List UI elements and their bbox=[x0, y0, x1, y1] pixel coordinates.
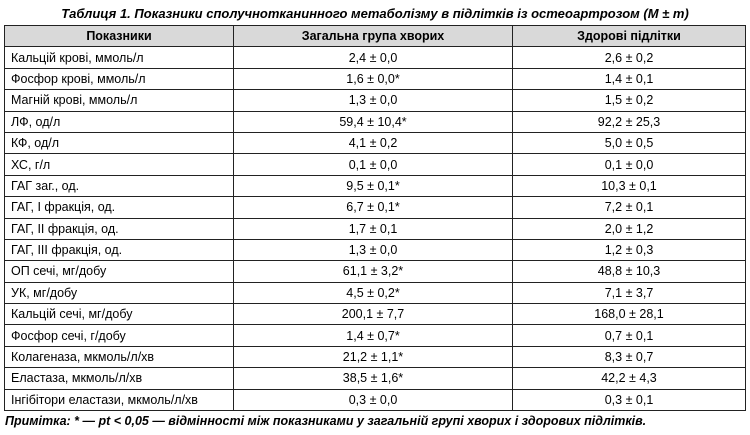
column-header-healthy-group: Здорові підлітки bbox=[513, 26, 746, 47]
table-row bbox=[5, 282, 746, 303]
data-table bbox=[4, 25, 746, 411]
healthy-group-value: 5,0 ± 0,5 bbox=[513, 132, 746, 153]
indicator-name: Кальцій сечі, мг/добу bbox=[5, 304, 234, 325]
patient-group-value: 61,1 ± 3,2* bbox=[234, 261, 513, 282]
indicator-name: Кальцій крові, ммоль/л bbox=[5, 47, 234, 68]
healthy-group-value: 1,4 ± 0,1 bbox=[513, 68, 746, 89]
healthy-group-value: 0,7 ± 0,1 bbox=[513, 325, 746, 346]
table-row bbox=[5, 68, 746, 89]
indicator-name: Еластаза, мкмоль/л/хв bbox=[5, 368, 234, 389]
patient-group-value: 1,7 ± 0,1 bbox=[234, 218, 513, 239]
patient-group-value: 1,3 ± 0,0 bbox=[234, 239, 513, 260]
patient-group-value: 4,1 ± 0,2 bbox=[234, 132, 513, 153]
healthy-group-value: 0,3 ± 0,1 bbox=[513, 389, 746, 410]
indicator-name: Магній крові, ммоль/л bbox=[5, 90, 234, 111]
indicator-name: ЛФ, од/л bbox=[5, 111, 234, 132]
indicator-name: УК, мг/добу bbox=[5, 282, 234, 303]
patient-group-value: 2,4 ± 0,0 bbox=[234, 47, 513, 68]
patient-group-value: 1,4 ± 0,7* bbox=[234, 325, 513, 346]
healthy-group-value: 10,3 ± 0,1 bbox=[513, 175, 746, 196]
patient-group-value: 1,6 ± 0,0* bbox=[234, 68, 513, 89]
patient-group-value: 1,3 ± 0,0 bbox=[234, 90, 513, 111]
indicator-name: Інгібітори еластази, мкмоль/л/хв bbox=[5, 389, 234, 410]
table-row bbox=[5, 346, 746, 367]
table-title: Таблиця 1. Показники сполучнотканинного метаболізму в підлітків із остеоартрозом (M ± m) bbox=[61, 6, 689, 21]
indicator-name: Фосфор крові, ммоль/л bbox=[5, 68, 234, 89]
healthy-group-value: 2,6 ± 0,2 bbox=[513, 47, 746, 68]
patient-group-value: 38,5 ± 1,6* bbox=[234, 368, 513, 389]
indicator-name: ХС, г/л bbox=[5, 154, 234, 175]
table-row bbox=[5, 47, 746, 68]
patient-group-value: 0,1 ± 0,0 bbox=[234, 154, 513, 175]
table-row bbox=[5, 90, 746, 111]
indicator-name: КФ, од/л bbox=[5, 132, 234, 153]
healthy-group-value: 42,2 ± 4,3 bbox=[513, 368, 746, 389]
column-header-patient-group: Загальна група хворих bbox=[234, 26, 513, 47]
table-row bbox=[5, 197, 746, 218]
healthy-group-value: 92,2 ± 25,3 bbox=[513, 111, 746, 132]
table-row bbox=[5, 325, 746, 346]
patient-group-value: 6,7 ± 0,1* bbox=[234, 197, 513, 218]
indicator-name: ГАГ, II фракція, од. bbox=[5, 218, 234, 239]
patient-group-value: 200,1 ± 7,7 bbox=[234, 304, 513, 325]
table-row bbox=[5, 154, 746, 175]
table-row bbox=[5, 218, 746, 239]
patient-group-value: 59,4 ± 10,4* bbox=[234, 111, 513, 132]
table-row bbox=[5, 304, 746, 325]
patient-group-value: 21,2 ± 1,1* bbox=[234, 346, 513, 367]
table-row bbox=[5, 368, 746, 389]
patient-group-value: 9,5 ± 0,1* bbox=[234, 175, 513, 196]
healthy-group-value: 7,2 ± 0,1 bbox=[513, 197, 746, 218]
indicator-name: Фосфор сечі, г/добу bbox=[5, 325, 234, 346]
indicator-name: ГАГ, III фракція, од. bbox=[5, 239, 234, 260]
table-header-row bbox=[5, 26, 746, 47]
healthy-group-value: 0,1 ± 0,0 bbox=[513, 154, 746, 175]
patient-group-value: 0,3 ± 0,0 bbox=[234, 389, 513, 410]
healthy-group-value: 2,0 ± 1,2 bbox=[513, 218, 746, 239]
column-header-indicator: Показники bbox=[5, 26, 234, 47]
table-row bbox=[5, 261, 746, 282]
table-row bbox=[5, 389, 746, 410]
healthy-group-value: 168,0 ± 28,1 bbox=[513, 304, 746, 325]
healthy-group-value: 1,5 ± 0,2 bbox=[513, 90, 746, 111]
table-row bbox=[5, 239, 746, 260]
healthy-group-value: 7,1 ± 3,7 bbox=[513, 282, 746, 303]
indicator-name: ГАГ, I фракція, од. bbox=[5, 197, 234, 218]
table-footnote: Примітка: * — pt < 0,05 — відмінності між показниками у загальній групі хворих і здорових підлітків. bbox=[5, 414, 647, 428]
indicator-name: ОП сечі, мг/добу bbox=[5, 261, 234, 282]
table-row bbox=[5, 175, 746, 196]
patient-group-value: 4,5 ± 0,2* bbox=[234, 282, 513, 303]
healthy-group-value: 48,8 ± 10,3 bbox=[513, 261, 746, 282]
healthy-group-value: 1,2 ± 0,3 bbox=[513, 239, 746, 260]
table-row bbox=[5, 132, 746, 153]
table-row bbox=[5, 111, 746, 132]
healthy-group-value: 8,3 ± 0,7 bbox=[513, 346, 746, 367]
indicator-name: Колагеназа, мкмоль/л/хв bbox=[5, 346, 234, 367]
indicator-name: ГАГ заг., од. bbox=[5, 175, 234, 196]
